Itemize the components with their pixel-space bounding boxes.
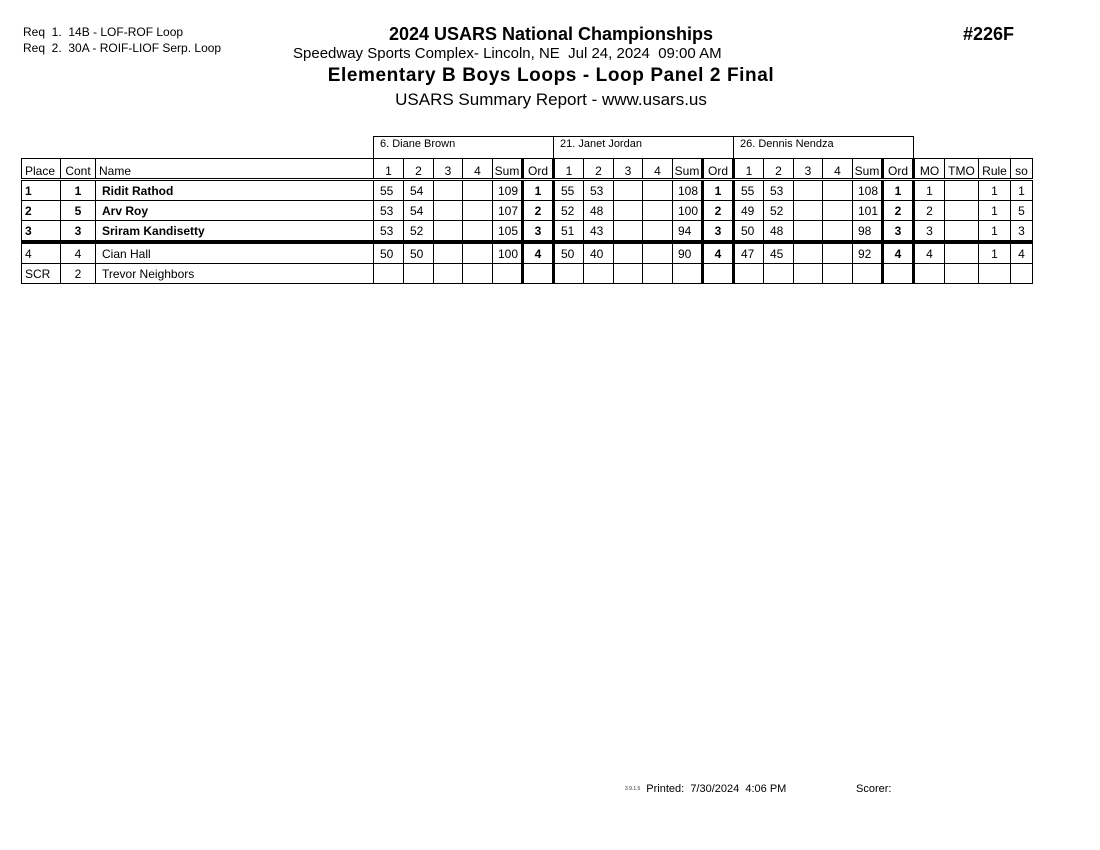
score-cell <box>434 201 463 221</box>
score-cell <box>554 264 584 284</box>
col-header-mo: MO <box>914 159 945 180</box>
col-header-judge-1-score-4: 4 <box>463 159 493 180</box>
sum-cell: 100 <box>493 242 523 264</box>
score-cell <box>374 264 404 284</box>
score-cell <box>794 264 823 284</box>
sum-cell <box>673 264 703 284</box>
score-cell <box>614 242 643 264</box>
rule-cell <box>979 264 1011 284</box>
col-header-judge-2-sum: Sum <box>673 159 703 180</box>
venue-line: Speedway Sports Complex- Lincoln, NE Jul 24, 2024 09:00 AM <box>293 45 722 62</box>
score-cell: 50 <box>734 221 764 243</box>
spacer <box>1011 137 1033 159</box>
version-label: 3.9.1.5 <box>625 786 641 792</box>
col-header-judge-1-score-1: 1 <box>374 159 404 180</box>
sum-cell <box>853 264 883 284</box>
score-cell <box>463 180 493 201</box>
sum-cell: 109 <box>493 180 523 201</box>
score-cell <box>734 264 764 284</box>
score-cell <box>614 221 643 243</box>
col-header-judge-2-score-4: 4 <box>643 159 673 180</box>
score-cell <box>794 242 823 264</box>
score-cell <box>614 201 643 221</box>
col-header-judge-2-score-1: 1 <box>554 159 584 180</box>
score-cell: 53 <box>764 180 794 201</box>
contestant-number-cell: 4 <box>61 242 96 264</box>
spacer <box>61 137 96 159</box>
spacer <box>96 137 374 159</box>
rule-cell: 1 <box>979 221 1011 243</box>
score-cell: 43 <box>584 221 614 243</box>
col-header-judge-2-score-2: 2 <box>584 159 614 180</box>
ordinal-cell: 4 <box>523 242 554 264</box>
printed-info <box>625 782 786 796</box>
score-cell <box>614 180 643 201</box>
sum-cell: 100 <box>673 201 703 221</box>
score-cell <box>643 221 673 243</box>
scorer-label: Scorer: <box>856 783 892 795</box>
score-cell <box>643 242 673 264</box>
score-cell <box>823 180 853 201</box>
tmo-cell <box>945 180 979 201</box>
score-cell <box>434 264 463 284</box>
skater-name-cell: Trevor Neighbors <box>96 264 374 284</box>
ordinal-cell: 2 <box>703 201 734 221</box>
sum-cell: 108 <box>673 180 703 201</box>
sum-cell: 107 <box>493 201 523 221</box>
score-cell: 54 <box>404 201 434 221</box>
mo-cell: 2 <box>914 201 945 221</box>
score-cell <box>764 264 794 284</box>
score-cell: 40 <box>584 242 614 264</box>
skater-name-cell: Arv Roy <box>96 201 374 221</box>
score-cell: 52 <box>404 221 434 243</box>
skater-name-cell: Cian Hall <box>96 242 374 264</box>
skater-name-cell: Sriram Kandisetty <box>96 221 374 243</box>
mo-cell <box>914 264 945 284</box>
sum-cell: 98 <box>853 221 883 243</box>
score-cell: 51 <box>554 221 584 243</box>
so-cell: 1 <box>1011 180 1033 201</box>
so-cell: 5 <box>1011 201 1033 221</box>
ordinal-cell <box>703 264 734 284</box>
score-cell: 55 <box>554 180 584 201</box>
mo-cell: 4 <box>914 242 945 264</box>
rule-cell: 1 <box>979 180 1011 201</box>
so-cell: 4 <box>1011 242 1033 264</box>
tmo-cell <box>945 264 979 284</box>
results-table <box>21 136 1033 284</box>
score-cell <box>643 264 673 284</box>
ordinal-cell: 1 <box>523 180 554 201</box>
table-row <box>22 201 1033 221</box>
table-row <box>22 264 1033 284</box>
score-cell: 50 <box>404 242 434 264</box>
col-header-cont: Cont <box>61 159 96 180</box>
sum-cell: 90 <box>673 242 703 264</box>
table-row <box>22 221 1033 243</box>
score-cell <box>823 242 853 264</box>
score-cell <box>463 221 493 243</box>
col-header-judge-3-score-2: 2 <box>764 159 794 180</box>
requirement-2: Req 2. 30A - ROIF-LIOF Serp. Loop <box>23 41 222 55</box>
mo-cell: 1 <box>914 180 945 201</box>
score-cell <box>823 264 853 284</box>
spacer <box>914 137 945 159</box>
score-cell <box>404 264 434 284</box>
col-header-judge-3-sum: Sum <box>853 159 883 180</box>
ordinal-cell: 1 <box>703 180 734 201</box>
spacer <box>945 137 979 159</box>
sum-cell: 108 <box>853 180 883 201</box>
col-header-judge-3-score-4: 4 <box>823 159 853 180</box>
place-cell: 2 <box>22 201 61 221</box>
score-cell: 48 <box>584 201 614 221</box>
score-cell: 48 <box>764 221 794 243</box>
score-cell <box>463 201 493 221</box>
col-header-judge-1-score-2: 2 <box>404 159 434 180</box>
sum-cell: 101 <box>853 201 883 221</box>
so-cell <box>1011 264 1033 284</box>
score-cell <box>643 180 673 201</box>
score-cell: 45 <box>764 242 794 264</box>
tmo-cell <box>945 201 979 221</box>
score-cell <box>823 221 853 243</box>
score-cell <box>794 221 823 243</box>
ordinal-cell: 3 <box>703 221 734 243</box>
col-header-judge-3-score-3: 3 <box>794 159 823 180</box>
report-line: USARS Summary Report - www.usars.us <box>395 90 707 109</box>
score-cell: 47 <box>734 242 764 264</box>
printed-timestamp: Printed: 7/30/2024 4:06 PM <box>646 783 787 795</box>
place-cell: 1 <box>22 180 61 201</box>
ordinal-cell: 2 <box>523 201 554 221</box>
rule-cell: 1 <box>979 201 1011 221</box>
spacer <box>22 137 61 159</box>
rule-cell: 1 <box>979 242 1011 264</box>
judge-header-row <box>22 137 1033 159</box>
ordinal-cell <box>523 264 554 284</box>
place-cell: 4 <box>22 242 61 264</box>
col-header-judge-1-ord: Ord <box>523 159 554 180</box>
table-row <box>22 242 1033 264</box>
contestant-number-cell: 2 <box>61 264 96 284</box>
col-header-tmo: TMO <box>945 159 979 180</box>
score-cell: 53 <box>374 221 404 243</box>
contestant-number-cell: 3 <box>61 221 96 243</box>
score-cell <box>614 264 643 284</box>
col-header-judge-3-ord: Ord <box>883 159 914 180</box>
col-header-judge-1-score-3: 3 <box>434 159 463 180</box>
ordinal-cell: 4 <box>703 242 734 264</box>
score-cell: 49 <box>734 201 764 221</box>
event-title: Elementary B Boys Loops - Loop Panel 2 Final <box>327 65 775 86</box>
judge-1-name: 6. Diane Brown <box>374 137 554 159</box>
score-cell: 50 <box>554 242 584 264</box>
judge-2-name: 21. Janet Jordan <box>554 137 734 159</box>
ordinal-cell: 1 <box>883 180 914 201</box>
ordinal-cell <box>883 264 914 284</box>
col-header-judge-3-score-1: 1 <box>734 159 764 180</box>
score-cell: 55 <box>734 180 764 201</box>
tmo-cell <box>945 221 979 243</box>
contestant-number-cell: 1 <box>61 180 96 201</box>
col-header-so: so <box>1011 159 1033 180</box>
score-cell <box>823 201 853 221</box>
score-cell: 52 <box>554 201 584 221</box>
score-cell <box>434 242 463 264</box>
score-cell <box>463 242 493 264</box>
score-cell <box>434 180 463 201</box>
score-cell <box>584 264 614 284</box>
column-header-row <box>22 159 1033 180</box>
col-header-rule: Rule <box>979 159 1011 180</box>
contestant-number-cell: 5 <box>61 201 96 221</box>
sum-cell: 92 <box>853 242 883 264</box>
score-cell: 53 <box>584 180 614 201</box>
ordinal-cell: 3 <box>523 221 554 243</box>
place-cell: SCR <box>22 264 61 284</box>
sum-cell: 94 <box>673 221 703 243</box>
score-cell: 55 <box>374 180 404 201</box>
score-cell: 53 <box>374 201 404 221</box>
score-cell <box>463 264 493 284</box>
ordinal-cell: 2 <box>883 201 914 221</box>
tmo-cell <box>945 242 979 264</box>
so-cell: 3 <box>1011 221 1033 243</box>
event-number: #226F <box>963 24 1015 44</box>
score-cell <box>434 221 463 243</box>
col-header-judge-2-score-3: 3 <box>614 159 643 180</box>
judge-3-name: 26. Dennis Nendza <box>734 137 914 159</box>
col-header-place: Place <box>22 159 61 180</box>
mo-cell: 3 <box>914 221 945 243</box>
sum-cell: 105 <box>493 221 523 243</box>
col-header-judge-1-sum: Sum <box>493 159 523 180</box>
col-header-judge-2-ord: Ord <box>703 159 734 180</box>
score-cell <box>794 201 823 221</box>
score-cell: 54 <box>404 180 434 201</box>
skater-name-cell: Ridit Rathod <box>96 180 374 201</box>
score-cell: 52 <box>764 201 794 221</box>
score-cell <box>643 201 673 221</box>
requirement-1: Req 1. 14B - LOF-ROF Loop <box>23 25 184 39</box>
score-cell: 50 <box>374 242 404 264</box>
sum-cell <box>493 264 523 284</box>
page-title: 2024 USARS National Championships <box>388 24 714 44</box>
ordinal-cell: 3 <box>883 221 914 243</box>
place-cell: 3 <box>22 221 61 243</box>
score-cell <box>794 180 823 201</box>
table-row <box>22 180 1033 201</box>
ordinal-cell: 4 <box>883 242 914 264</box>
col-header-name: Name <box>96 159 374 180</box>
spacer <box>979 137 1011 159</box>
